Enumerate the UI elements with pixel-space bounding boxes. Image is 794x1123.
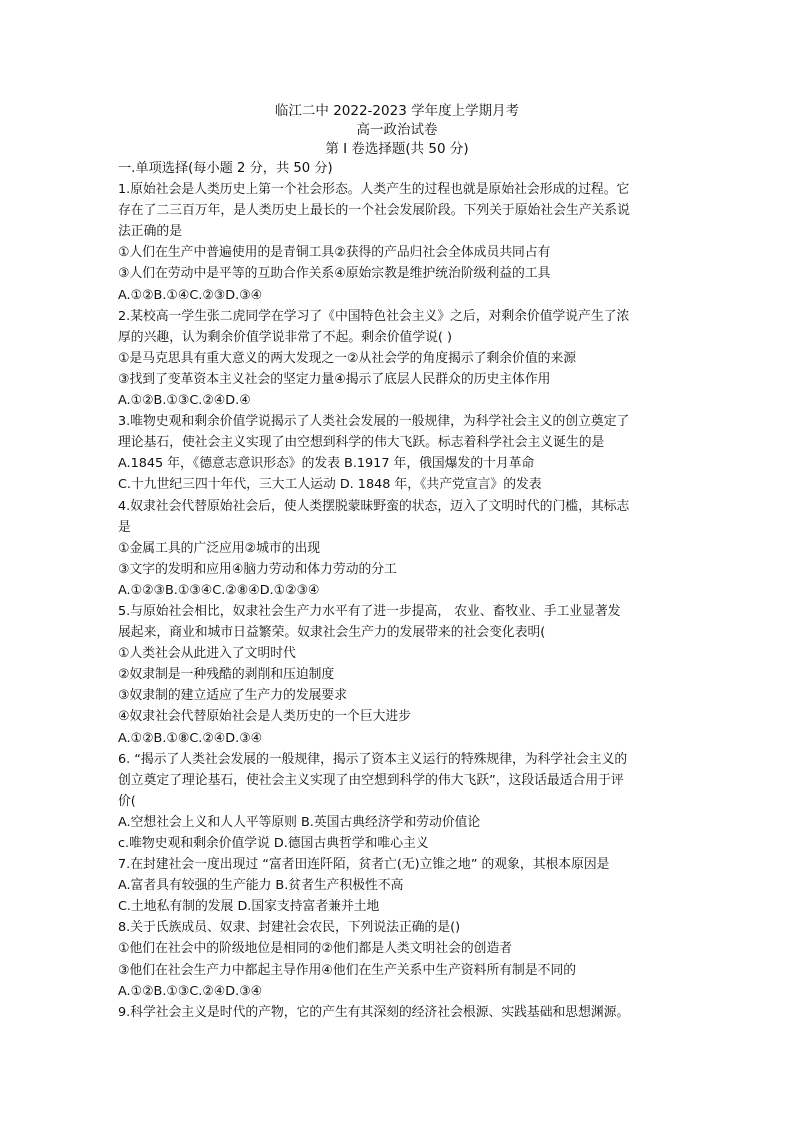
text-line: 理论基石，使社会主义实现了由空想到科学的伟大飞跃。标志着科学社会主义诞生的是	[118, 435, 605, 451]
text-line: ①人们在生产中普遍使用的是青铜工具②获得的产品归社会全体成员共同占有	[118, 245, 551, 261]
text-line: 创立奠定了理论基石，使社会主义实现了由空想到科学的伟大飞跃”，这段话最适合用于评	[118, 772, 624, 788]
text-line: 法正确的是	[118, 224, 182, 240]
exam-school-title: 临江二中 2022-2023 学年度上学期月考	[274, 103, 520, 119]
text-line: 9.科学社会主义是时代的产物，它的产生有其深刻的经济社会根源、实践基础和思想渊源。	[118, 1004, 630, 1020]
text-line: 3.唯物史观和剩余价值学说揭示了人类社会发展的一般规律，为科学社会主义的创立奠定了	[118, 414, 630, 430]
text-line: 存在了二三百万年，是人类历史上最长的一个社会发展阶段。下列关于原始社会生产关系说	[118, 203, 630, 219]
text-line: c.唯物史观和剩余价值学说 D.德国古典哲学和唯心主义	[118, 836, 429, 851]
text-line: ③找到了变革资本主义社会的坚定力量④揭示了底层人民群众的历史主体作用	[118, 371, 551, 387]
text-line: 1.原始社会是人类历史上第一个社会形态。人类产生的过程也就是原始社会形成的过程。它	[118, 182, 630, 198]
question-body	[118, 158, 688, 1023]
text-line: A.①②③B.①③④C.②⑧④D.①②③④	[118, 582, 320, 598]
text-line: 2.某校高一学生张二虎同学在学习了《中国特色社会主义》之后，对剩余价值学说产生了浓	[118, 308, 630, 324]
paper-title: 高一政治试卷	[356, 122, 438, 138]
text-line: ③他们在社会生产力中都起主导作用④他们在生产关系中生产资料所有制是不同的	[118, 962, 577, 978]
text-line: 展起来，商业和城市日益繁荣。奴隶社会生产力的发展带来的社会变化表明(	[118, 625, 546, 641]
text-line: ③奴隶制的建立适应了生产力的发展要求	[118, 688, 348, 704]
text-line: ①他们在社会中的阶级地位是相同的②他们都是人类文明社会的创造者	[118, 941, 513, 957]
text-line: 5.与原始社会相比，奴隶社会生产力水平有了进一步提高， 农业、畜牧业、手工业显著发	[118, 603, 621, 619]
text-line: A.①②B.①③C.②④D.④	[118, 393, 251, 409]
text-line: A.1845 年，《德意志意识形态》的发表 B.1917 年，俄国爆发的十月革命	[118, 456, 535, 472]
text-line: ②奴隶制是一种残酷的剥削和压迫制度	[118, 667, 335, 683]
text-line: ④奴隶社会代替原始社会是人类历史的一个巨大进步	[118, 709, 412, 725]
text-line: 厚的兴趣，认为剩余价值学说非常了不起。剩余价值学说( )	[118, 329, 452, 345]
text-line: ①是马克思具有重大意义的两大发现之一②从社会学的角度揭示了剩余价值的来源	[118, 350, 577, 366]
text-line: 4.奴隶社会代替原始社会后，使人类摆脱蒙昧野蛮的状态，迈入了文明时代的门槛，其标志	[118, 498, 630, 514]
text-line: 6. “揭示了人类社会发展的一般规律，揭示了资本主义运行的特殊规律，为科学社会主义的	[118, 751, 628, 767]
text-line: 7.在封建社会一度出现过 “富者田连阡陌，贫者亡(无)立锥之地” 的观象，其根本原因是	[118, 857, 610, 873]
part-title: 第 I 卷选择题(共 50 分)	[325, 141, 469, 157]
text-line: 8.关于氏族成员、奴隶、封建社会农民，下列说法正确的是()	[118, 920, 461, 936]
text-line: ③文字的发明和应用④脑力劳动和体力劳动的分工	[118, 561, 397, 577]
text-line: A.①②B.①⑧C.②④D.③④	[118, 730, 263, 746]
text-line: A.富者具有较强的生产能力 B.贫者生产积极性不高	[118, 878, 404, 894]
text-line: A.①②B.①④C.②③D.③④	[118, 287, 263, 303]
text-line: ①金属工具的广泛应用②城市的出现	[118, 540, 321, 556]
text-line: 是	[118, 519, 131, 535]
text-line: ①人类社会从此进入了文明时代	[118, 646, 296, 662]
section-title: 一.单项选择(每小题 2 分，共 50 分)	[118, 161, 333, 176]
text-line: C.十九世纪三四十年代，三大工人运动 D. 1848 年，《共产党宣言》的发表	[118, 477, 542, 493]
text-line: A.①②B.①③C.②④D.③④	[118, 983, 263, 999]
text-line: 价(	[118, 793, 136, 809]
text-line: C.土地私有制的发展 D.国家支持富者兼并土地	[118, 899, 380, 915]
text-line: A.空想社会上义和人人平等原则 B.英国古典经济学和劳动价值论	[118, 814, 481, 830]
text-line: ③人们在劳动中是平等的互助合作关系④原始宗教是维护统治阶级利益的工具	[118, 266, 551, 282]
